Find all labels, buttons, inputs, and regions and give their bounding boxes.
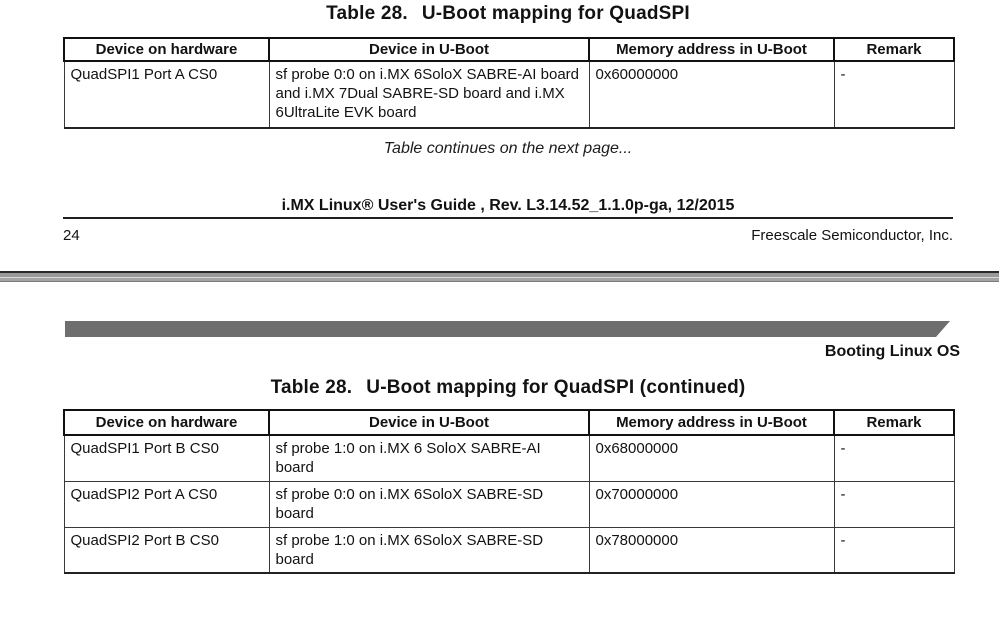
cell-remark: - [834,481,954,527]
cell-device-hardware: QuadSPI1 Port B CS0 [64,435,269,481]
quadspi-mapping-table-page1 [63,37,955,129]
cell-memory-address: 0x68000000 [589,435,834,481]
cell-memory-address: 0x60000000 [589,61,834,128]
table-row [64,435,954,481]
table-header-row [64,38,954,61]
document-footer-title: i.MX Linux® User's Guide , Rev. L3.14.52_1.1.0p-ga, 12/2015 [281,197,735,214]
col-header-device-uboot: Device in U-Boot [269,410,589,435]
table-continuation-note: Table continues on the next page... [383,140,633,157]
quadspi-mapping-table-page2 [63,409,955,574]
section-header-label: Booting Linux OS [824,343,960,360]
page-break-separator [0,270,999,282]
cell-remark: - [834,527,954,573]
table-label: Table 28. [326,3,408,24]
table-row [64,527,954,573]
publisher-name: Freescale Semiconductor, Inc. [751,227,953,244]
cell-device-uboot: sf probe 1:0 on i.MX 6SoloX SABRE-SD board [269,527,589,573]
cell-device-uboot: sf probe 1:0 on i.MX 6 SoloX SABRE-AI board [269,435,589,481]
col-header-memory-address: Memory address in U-Boot [589,410,834,435]
col-header-device-hardware: Device on hardware [64,410,269,435]
col-header-remark: Remark [834,38,954,61]
table-row [64,481,954,527]
col-header-device-uboot: Device in U-Boot [269,38,589,61]
footer-rule [63,217,953,219]
col-header-device-hardware: Device on hardware [64,38,269,61]
cell-memory-address: 0x78000000 [589,527,834,573]
table-28-title [63,3,953,25]
table-28-continued-title [63,377,953,399]
cell-memory-address: 0x70000000 [589,481,834,527]
table-title-text: U-Boot mapping for QuadSPI (continued) [366,377,746,398]
cell-device-hardware: QuadSPI1 Port A CS0 [64,61,269,128]
cell-remark: - [834,61,954,128]
table-label: Table 28. [270,377,353,398]
page-footer [63,227,953,244]
table-header-row [64,410,954,435]
col-header-remark: Remark [834,410,954,435]
table-title-text: U-Boot mapping for QuadSPI [421,3,690,24]
cell-remark: - [834,435,954,481]
page-number: 24 [63,227,80,244]
cell-device-uboot: sf probe 0:0 on i.MX 6SoloX SABRE-AI board and i.MX 7Dual SABRE-SD board and i.MX 6UltraLite EVK board [269,61,589,128]
cell-device-hardware: QuadSPI2 Port A CS0 [64,481,269,527]
cell-device-uboot: sf probe 0:0 on i.MX 6SoloX SABRE-SD board [269,481,589,527]
col-header-memory-address: Memory address in U-Boot [589,38,834,61]
section-header-banner [65,321,950,337]
cell-device-hardware: QuadSPI2 Port B CS0 [64,527,269,573]
table-row [64,61,954,128]
